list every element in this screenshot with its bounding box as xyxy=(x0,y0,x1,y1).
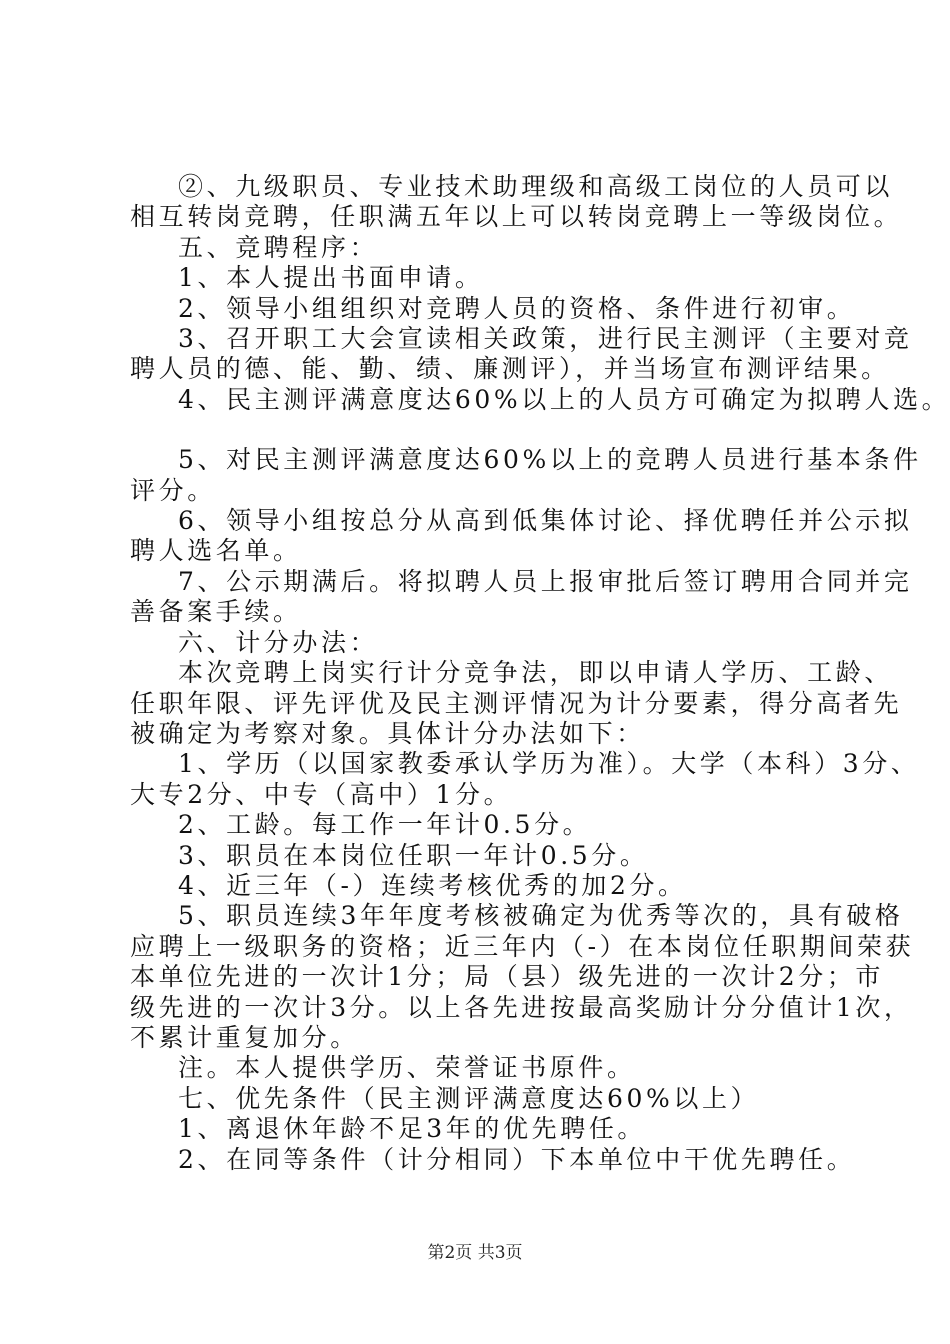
text-line: 大专2分、中专（高中）1分。 xyxy=(130,779,513,809)
section-heading-scoring xyxy=(130,628,870,658)
paragraph-gap xyxy=(130,415,870,445)
priority-item-1 xyxy=(130,1114,870,1144)
scoring-note xyxy=(130,1053,870,1083)
text-line: 六、计分办法： xyxy=(178,627,379,657)
paragraph-transfer-rule xyxy=(130,172,903,233)
scoring-item-3 xyxy=(130,841,870,871)
text-line: ②、九级职员、专业技术助理级和高级工岗位的人员可以 xyxy=(178,172,894,201)
text-line: 5、职员连续3年年度考核被确定为优秀等次的，具有破格 xyxy=(178,901,904,931)
text-line: 聘人员的德、能、勤、绩、廉测评），并当场宣布测评结果。 xyxy=(130,354,890,384)
procedure-item-2 xyxy=(130,294,870,324)
procedure-item-3 xyxy=(130,324,913,385)
text-line: 3、召开职工大会宣读相关政策，进行民主测评（主要对竞 xyxy=(178,324,913,354)
text-line: 6、领导小组按总分从高到低集体讨论、择优聘任并公示拟 xyxy=(178,506,913,536)
text-line: 1、学历（以国家教委承认学历为准）。大学（本科）3分、 xyxy=(178,749,920,779)
scoring-intro xyxy=(130,658,903,749)
text-line: 2、领导小组组织对竞聘人员的资格、条件进行初审。 xyxy=(178,293,856,323)
text-line: 3、职员在本岗位任职一年计0.5分。 xyxy=(178,840,649,870)
section-heading-procedure xyxy=(130,233,870,263)
text-line: 注。本人提供学历、荣誉证书原件。 xyxy=(178,1053,636,1083)
scoring-item-4 xyxy=(130,871,870,901)
procedure-item-5 xyxy=(130,445,922,506)
text-line: 评分。 xyxy=(130,475,216,505)
procedure-item-1 xyxy=(130,263,870,293)
text-line: 5、对民主测评满意度达60%以上的竞聘人员进行基本条件 xyxy=(178,445,922,475)
text-line: 不累计重复加分。 xyxy=(130,1022,359,1052)
scoring-item-1 xyxy=(130,749,920,810)
page-number-footer: 第2页 共3页 xyxy=(427,1243,523,1263)
scoring-item-5 xyxy=(130,901,915,1053)
document-body xyxy=(130,172,950,1175)
text-line: 4、民主测评满意度达60%以上的人员方可确定为拟聘人选。 xyxy=(178,384,950,414)
text-line: 相互转岗竞聘，任职满五年以上可以转岗竞聘上一等级岗位。 xyxy=(130,202,903,232)
text-line: 聘人选名单。 xyxy=(130,536,302,566)
text-line: 五、竞聘程序： xyxy=(178,232,379,262)
text-line: 应聘上一级职务的资格；近三年内（-）在本岗位任职期间荣获 xyxy=(130,931,915,961)
text-line: 七、优先条件（民主测评满意度达60%以上） xyxy=(178,1083,760,1113)
text-line: 善备案手续。 xyxy=(130,597,302,627)
text-line: 7、公示期满后。将拟聘人员上报审批后签订聘用合同并完 xyxy=(178,566,913,596)
priority-item-2 xyxy=(130,1145,870,1175)
procedure-item-4 xyxy=(130,384,950,415)
text-line: 2、工龄。每工作一年计0.5分。 xyxy=(178,810,592,840)
text-line: 1、离退休年龄不足3年的优先聘任。 xyxy=(178,1114,647,1144)
text-line: 本次竞聘上岗实行计分竞争法，即以申请人学历、工龄、 xyxy=(178,658,894,688)
text-line: 被确定为考察对象。具体计分办法如下： xyxy=(130,718,645,748)
procedure-item-7 xyxy=(130,566,913,628)
procedure-item-6 xyxy=(130,506,913,567)
text-line: 任职年限、评先评优及民主测评情况为计分要素，得分高者先 xyxy=(130,688,903,718)
section-heading-priority xyxy=(130,1084,870,1114)
text-line: 4、近三年（-）连续考核优秀的加2分。 xyxy=(178,870,687,900)
text-line: 级先进的一次计3分。以上各先进按最高奖励计分分值计1次， xyxy=(130,992,913,1022)
text-line: 2、在同等条件（计分相同）下本单位中干优先聘任。 xyxy=(178,1144,856,1174)
text-line: 本单位先进的一次计1分；局（县）级先进的一次计2分；市 xyxy=(130,962,885,992)
text-line: 1、本人提出书面申请。 xyxy=(178,263,484,293)
scoring-item-2 xyxy=(130,810,870,840)
